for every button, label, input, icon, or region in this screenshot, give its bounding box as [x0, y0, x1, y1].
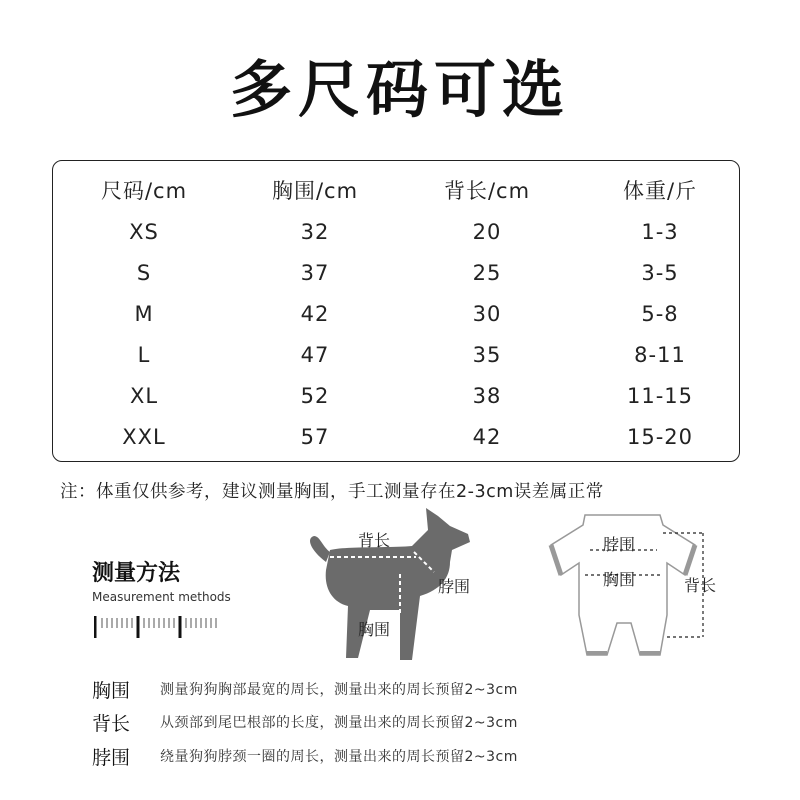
size-cell: XXL — [122, 425, 166, 449]
chest-cell: 37 — [300, 261, 330, 285]
size-cell: L — [137, 343, 151, 367]
size-cell: S — [136, 261, 152, 285]
back-length-cell: 30 — [472, 302, 502, 326]
dog-neck-label: 脖围 — [438, 577, 471, 596]
measure-term: 胸围 — [92, 680, 131, 702]
chest-cell: 52 — [300, 384, 330, 408]
chest-cell: 32 — [300, 220, 330, 244]
ruler-icon — [94, 612, 224, 640]
disclaimer-note: 注：体重仅供参考，建议测量胸围，手工测量存在2-3cm误差属正常 — [60, 482, 604, 502]
measure-term: 背长 — [92, 713, 131, 735]
back-length-cell: 35 — [472, 343, 502, 367]
method-title: 测量方法 — [92, 561, 181, 586]
chest-cell: 42 — [300, 302, 330, 326]
method-subtitle: Measurement methods — [92, 590, 231, 604]
back-length-cell: 20 — [472, 220, 502, 244]
dog-back-length-label: 背长 — [358, 531, 391, 550]
chest-cell: 47 — [300, 343, 330, 367]
measure-desc: 绕量狗狗脖颈一圈的周长，测量出来的周长预留2~3cm — [160, 749, 518, 765]
weight-cell: 1-3 — [641, 220, 679, 244]
measure-desc: 测量狗狗胸部最宽的周长，测量出来的周长预留2~3cm — [160, 682, 518, 698]
weight-cell: 11-15 — [626, 384, 694, 408]
measure-desc: 从颈部到尾巴根部的长度，测量出来的周长预留2~3cm — [160, 715, 518, 731]
weight-cell: 8-11 — [634, 343, 686, 367]
cloth-chest-label: 胸围 — [603, 570, 636, 589]
header-back-length: 背长/cm — [443, 179, 531, 203]
size-cell: XL — [129, 384, 159, 408]
header-weight: 体重/斤 — [622, 179, 698, 203]
table-row — [53, 294, 739, 334]
size-cell: M — [134, 302, 154, 326]
chest-cell: 57 — [300, 425, 330, 449]
size-cell: XS — [129, 220, 159, 244]
weight-cell: 3-5 — [641, 261, 679, 285]
page-title: 多尺码可选 — [229, 53, 570, 126]
table-row — [53, 253, 739, 293]
measure-term: 脖围 — [92, 747, 131, 769]
table-row — [53, 417, 739, 457]
table-header-row — [53, 171, 739, 211]
header-chest: 胸围/cm — [271, 179, 359, 203]
cloth-back-length-label: 背长 — [684, 576, 717, 595]
table-row — [53, 376, 739, 416]
table-row — [53, 335, 739, 375]
back-length-cell: 38 — [472, 384, 502, 408]
table-row — [53, 212, 739, 252]
back-length-cell: 42 — [472, 425, 502, 449]
size-table — [52, 160, 740, 462]
dog-chest-label: 胸围 — [358, 620, 391, 639]
cloth-neck-label: 脖围 — [603, 535, 636, 554]
back-length-cell: 25 — [472, 261, 502, 285]
header-size: 尺码/cm — [100, 179, 188, 203]
weight-cell: 5-8 — [641, 302, 679, 326]
weight-cell: 15-20 — [626, 425, 694, 449]
